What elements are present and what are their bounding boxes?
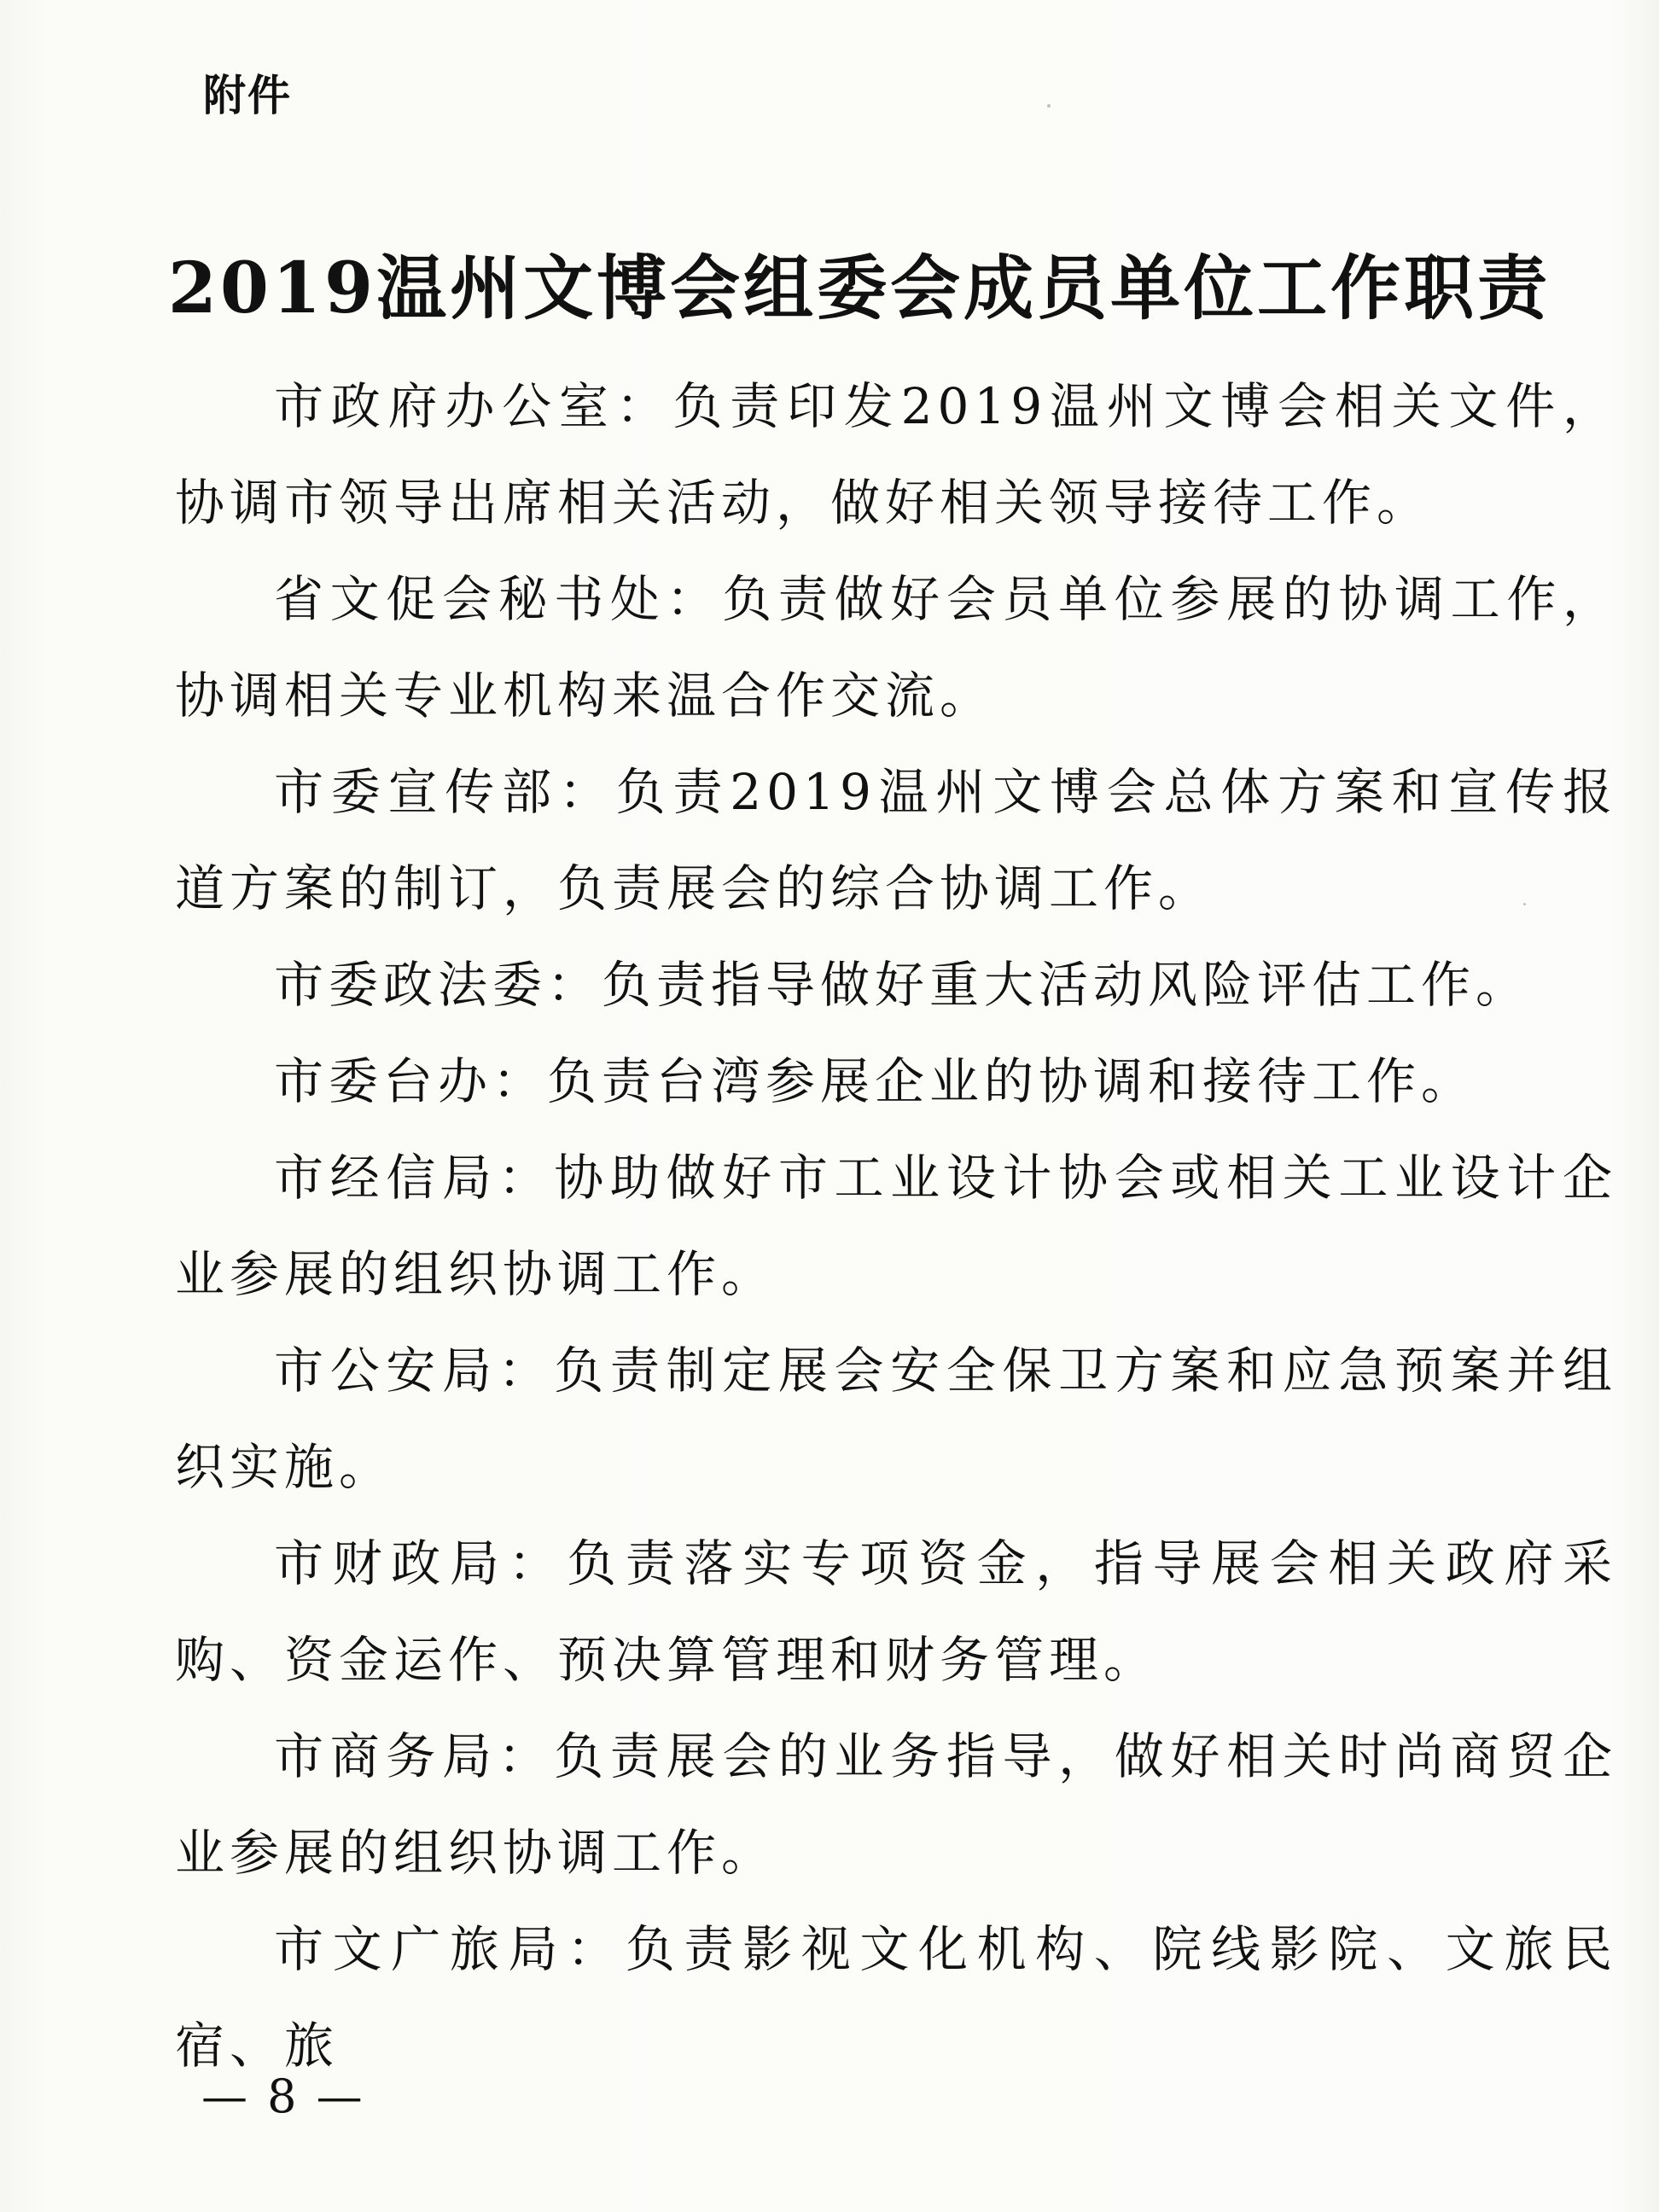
duty-paragraph-taiwan-affairs-office	[175, 1033, 1617, 1130]
duty-text: ：协助做好市工业设计协会或相关工业设计企业参展的组织协调工作。	[175, 1149, 1617, 1303]
unit-name: 市公安局	[274, 1342, 498, 1400]
duty-text: ：负责展会的业务指导，做好相关时尚商贸企业参展的组织协调工作。	[175, 1727, 1617, 1882]
duty-paragraph-political-legal-committee	[175, 937, 1617, 1033]
duty-text: ：负责台湾参展企业的协调和接待工作。	[492, 1052, 1476, 1110]
duty-paragraph-provincial-culture-association	[175, 551, 1617, 744]
unit-name: 市商务局	[274, 1727, 498, 1785]
duty-text: ：负责影视文化机构、院线影院、文旅民宿、旅	[175, 1920, 1617, 2075]
duty-text: ：负责落实专项资金，指导展会相关政府采购、资金运作、预决算管理和财务管理。	[175, 1534, 1617, 1689]
duty-paragraph-public-security-bureau	[175, 1323, 1617, 1516]
paper-speck	[1523, 903, 1526, 905]
duty-paragraph-economy-information-bureau	[175, 1130, 1617, 1323]
duty-paragraph-publicity-department	[175, 744, 1617, 937]
document-title: 2019温州文博会组委会成员单位工作职责	[167, 247, 1551, 329]
unit-name: 市委台办	[274, 1052, 493, 1110]
unit-name: 市委宣传部	[274, 763, 559, 821]
unit-name: 省文促会秘书处	[274, 570, 667, 628]
duty-text: ：负责制定展会安全保卫方案和应急预案并组织实施。	[175, 1342, 1617, 1496]
unit-name: 市文广旅局	[274, 1920, 568, 1978]
unit-name: 市经信局	[274, 1149, 498, 1207]
duty-paragraph-commerce-bureau	[175, 1708, 1617, 1901]
duty-text: ：负责做好会员单位参展的协调工作，协调相关专业机构来温合作交流。	[175, 570, 1617, 725]
duty-text: ：负责指导做好重大活动风险评估工作。	[547, 956, 1531, 1014]
attachment-label: 附件	[203, 71, 292, 120]
duty-text: ：负责印发2019温州文博会相关文件，协调市领导出席相关活动，做好相关领导接待工作。	[175, 377, 1617, 532]
unit-name: 市财政局	[274, 1534, 509, 1592]
paper-speck	[1047, 104, 1051, 108]
unit-name: 市政府办公室	[274, 377, 616, 435]
page-number: — 8 —	[201, 2069, 365, 2123]
duty-paragraph-finance-bureau	[175, 1516, 1617, 1708]
duty-list	[175, 358, 1617, 2094]
duty-paragraph-culture-tourism-bureau	[175, 1901, 1617, 2094]
duty-paragraph-municipal-government-office	[175, 358, 1617, 551]
duty-text: ：负责2019温州文博会总体方案和宣传报道方案的制订，负责展会的综合协调工作。	[175, 763, 1617, 917]
unit-name: 市委政法委	[274, 956, 548, 1014]
